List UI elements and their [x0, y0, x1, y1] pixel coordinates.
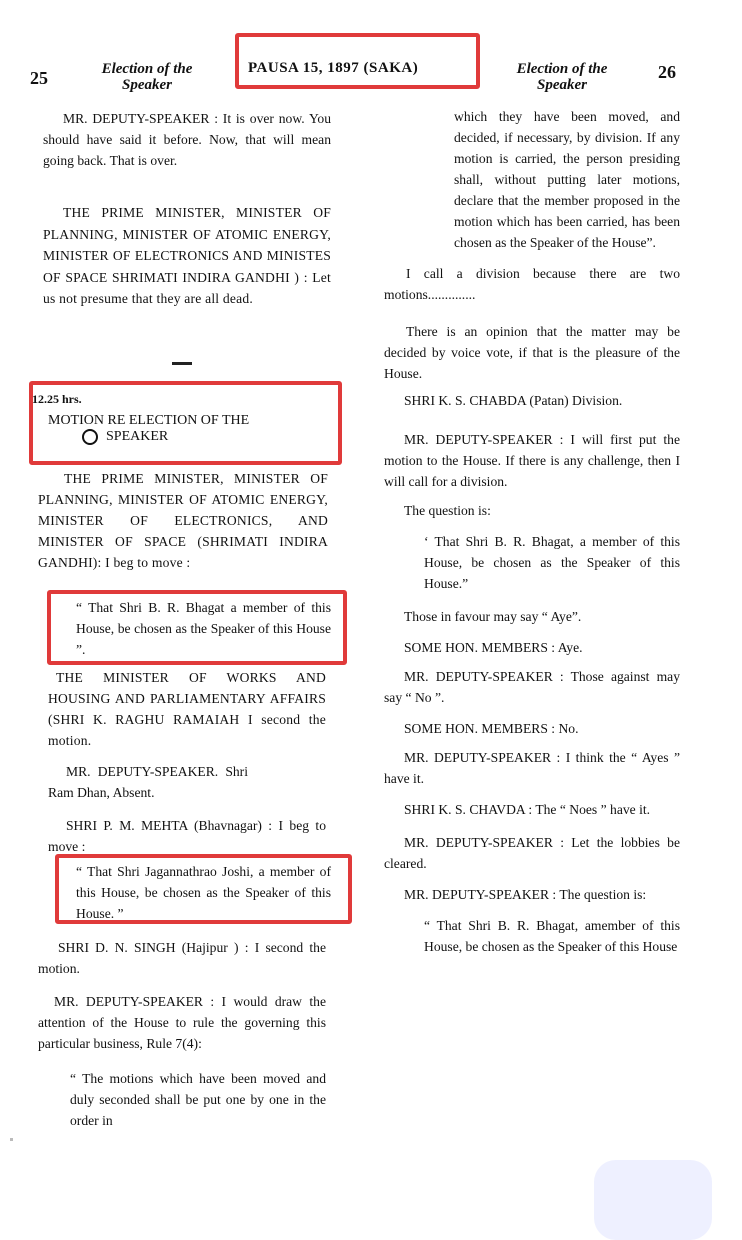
left-column	[43, 108, 331, 310]
highlight-date-box	[235, 33, 480, 89]
right-column	[384, 106, 680, 957]
quote-joshi: “ That Shri Jagannathrao Joshi, a member of this House, be chosen as the Speaker of this House. ”	[76, 864, 331, 921]
rule-continuation: which they have been moved, and decided, if necessary, by division. If any motion is carried, the person presiding shall, without putting later motions, declare that the member proposed in the motion which has been carried, has been chosen as the Speaker of the House”.	[454, 109, 680, 250]
chavda-noes: SHRI K. S. CHAVDA : The “ Noes ” have it.	[404, 802, 651, 817]
highlight-quote-joshi-box	[55, 854, 352, 924]
opinion-para: There is an opinion that the matter may be decided by voice vote, if that is the pleasure of the House.	[384, 324, 680, 381]
deputy-speaker-remark: MR. DEPUTY-SPEAKER : It is over now. You should have said it before. Now, that will mean going back. That is over.	[43, 111, 331, 168]
right-page-number: 26	[658, 62, 676, 82]
left-page-number: 25	[30, 68, 48, 88]
quote-bhagat-3: “ That Shri B. R. Bhagat, amember of this House, be chosen as the Speaker of this House	[424, 918, 680, 954]
deputy-lobbies: MR. DEPUTY-SPEAKER : Let the lobbies be cleared.	[384, 835, 680, 871]
prime-minister-remark: THE PRIME MINISTER, MINISTER OF PLANNING, MINISTER OF ATOMIC ENERGY, MINISTER OF ELECTRONICS AND MINISTES OF SPACE SHRIMATI INDIRA GANDHI ) : Let us not presume that they are all dead.	[43, 205, 331, 306]
members-aye: SOME HON. MEMBERS : Aye.	[404, 640, 583, 655]
time-stamp: 12.25 hrs.	[32, 392, 82, 406]
scan-speck	[10, 1138, 13, 1141]
favour-line: Those in favour may say “ Aye”.	[404, 609, 582, 624]
left-running-title: Election of the Speaker	[101, 61, 193, 93]
chabda-para: SHRI K. S. CHABDA (Patan) Division.	[404, 393, 623, 408]
deputy-against: MR. DEPUTY-SPEAKER : Those against may say “ No ”.	[384, 669, 680, 705]
rule-quote: “ The motions which have been moved and duly seconded shall be put one by one in the order in	[70, 1071, 326, 1128]
mehta-para: SHRI P. M. MEHTA (Bhavnagar) : I beg to move :	[48, 818, 326, 854]
section-divider	[172, 362, 192, 365]
center-date: PAUSA 15, 1897 (SAKA)	[248, 60, 419, 76]
quote-bhagat-2: ‘ That Shri B. R. Bhagat, a member of this House, be chosen as the Speaker of this House.”	[424, 534, 680, 591]
left-column-middle	[38, 468, 328, 573]
deputy-ramdhan: MR. DEPUTY-SPEAKER. Shri Ram Dhan, Absent.	[48, 764, 248, 800]
quote-bhagat: “ That Shri B. R. Bhagat a member of this House, be chosen as the Speaker of this House ”.	[76, 600, 331, 657]
singh-para: SHRI D. N. SINGH (Hajipur ) : I second the motion.	[38, 940, 326, 976]
highlight-quote-bhagat-box	[47, 590, 347, 665]
left-column-bottom	[38, 937, 326, 1131]
deputy-put-para: MR. DEPUTY-SPEAKER : I will first put the motion to the House. If there is any challenge, then I will call for a division.	[384, 432, 680, 489]
question-is-1: The question is:	[404, 503, 491, 518]
right-running-title: Election of the Speaker	[516, 61, 608, 93]
floating-action-button[interactable]	[594, 1160, 712, 1240]
deputy-ayes: MR. DEPUTY-SPEAKER : I think the “ Ayes ” have it.	[384, 750, 680, 786]
pm-move-para: THE PRIME MINISTER, MINISTER OF PLANNING, MINISTER OF ATOMIC ENERGY, MINISTER OF ELECTRONICS, AND MINISTER OF SPACE (SHRIMATI INDIRA GANDHI): I beg to move :	[38, 471, 328, 570]
left-column-lower	[48, 667, 326, 857]
highlight-motion-heading-box	[29, 381, 342, 465]
motion-heading-line1: MOTION RE ELECTION OF THE	[48, 413, 250, 428]
deputy-rule-para: MR. DEPUTY-SPEAKER : I would draw the attention of the House to rule the governing this particular business, Rule 7(4):	[38, 994, 326, 1051]
members-no: SOME HON. MEMBERS : No.	[404, 721, 579, 736]
deputy-question-2: MR. DEPUTY-SPEAKER : The question is:	[404, 887, 647, 902]
works-minister-para: THE MINISTER OF WORKS AND HOUSING AND PARLIAMENTARY AFFAIRS (SHRI K. RAGHU RAMAIAH I second the motion.	[48, 670, 326, 748]
motion-heading-speaker: SPEAKER	[106, 429, 169, 445]
division-para: I call a division because there are two motions..............	[384, 266, 680, 302]
